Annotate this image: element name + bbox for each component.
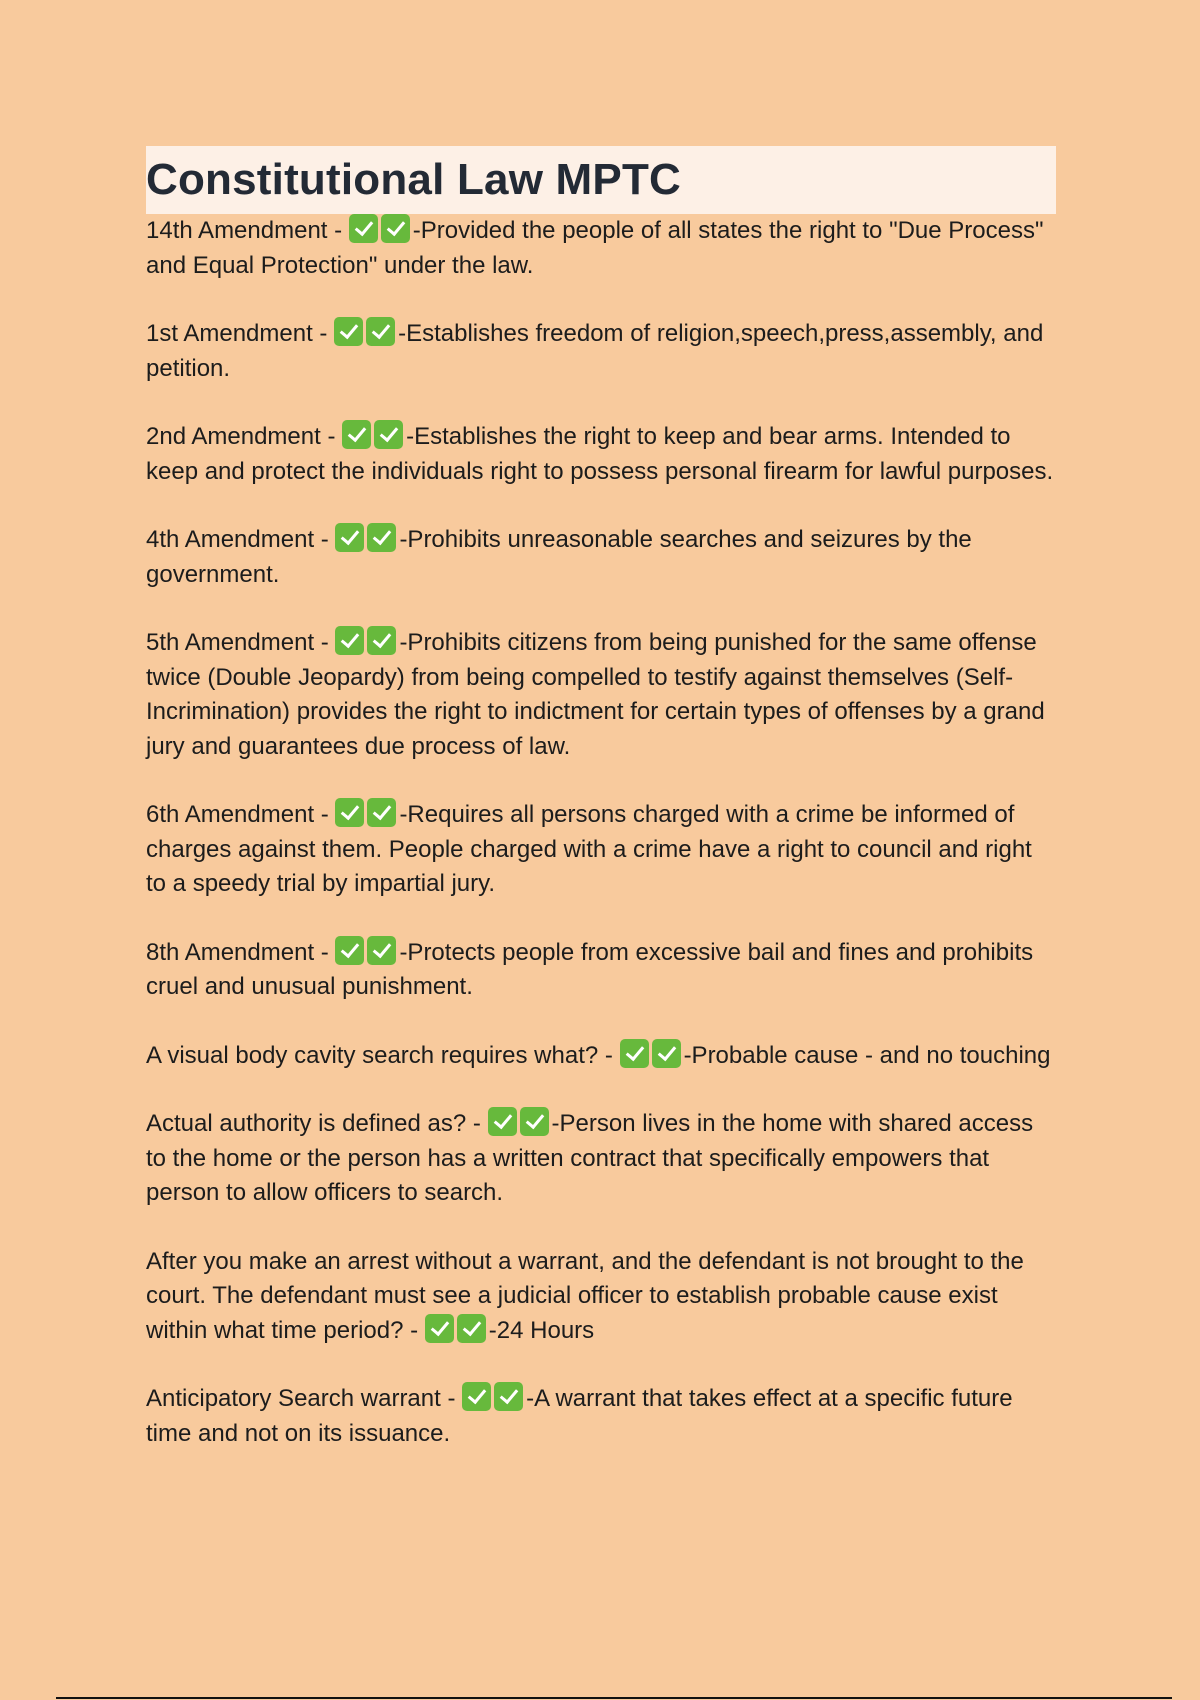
check-mark-icon (367, 626, 396, 655)
document-page (146, 146, 1056, 1485)
list-item (146, 317, 1056, 386)
entry-definition: -A warrant that takes effect at a specific future time and not on its issuance. (146, 1385, 1013, 1447)
entry-term: 4th Amendment - (146, 526, 336, 553)
check-mark-icon (367, 936, 396, 965)
list-item (146, 798, 1056, 902)
check-mark-icon (374, 420, 403, 449)
entry-term: 1st Amendment - (146, 320, 335, 347)
entry-term: A visual body cavity search requires what? - (146, 1041, 620, 1069)
check-mark-icon (652, 1039, 681, 1068)
entry-definition: -Requires all persons charged with a crime be informed of charges against them. People charged with a crime have a right to council and right to a speedy trial by impartial jury. (146, 801, 1032, 897)
title-bar (146, 146, 1056, 214)
list-item (146, 626, 1056, 764)
check-mark-icon (335, 936, 364, 965)
list-item (146, 1107, 1056, 1211)
check-mark-icon (488, 1107, 517, 1136)
list-item (146, 214, 1056, 283)
entries-list (146, 214, 1056, 1451)
entry-term: 14th Amendment - (146, 217, 349, 244)
check-mark-icon (367, 798, 396, 827)
entry-term: 6th Amendment - (146, 801, 336, 828)
entry-definition: -Person lives in the home with shared access to the home or the person has a written contract that specifically empowers that person to allow officers to search. (146, 1110, 1034, 1206)
entry-term: Anticipatory Search warrant - (146, 1385, 463, 1412)
check-mark-icon (520, 1107, 549, 1136)
entry-term: Actual authority is defined as? - (146, 1110, 488, 1137)
check-mark-icon (334, 317, 363, 346)
entry-term: 5th Amendment - (146, 629, 336, 656)
list-item (146, 1382, 1056, 1451)
check-mark-icon (462, 1382, 491, 1411)
check-mark-icon (335, 626, 364, 655)
footer-divider (56, 1697, 1172, 1699)
entry-definition: -Probable cause - and no touching (683, 1041, 1051, 1069)
list-item (146, 1245, 1056, 1349)
entry-definition: -Protects people from excessive bail and fines and prohibits cruel and unusual punishment. (146, 938, 1034, 1000)
entry-definition: -Establishes the right to keep and bear arms. Intended to keep and protect the individuals right to possess personal firearm for lawful purposes. (146, 423, 1054, 485)
entry-term: 2nd Amendment - (146, 423, 343, 450)
entry-term: After you make an arrest without a warrant, and the defendant is not brought to the court. The defendant must see a judicial officer to establish probable cause exist within what time period? - (146, 1247, 1024, 1344)
check-mark-icon (342, 420, 371, 449)
check-mark-icon (367, 523, 396, 552)
check-mark-icon (494, 1382, 523, 1411)
entry-definition: -Prohibits unreasonable searches and seizures by the government. (146, 526, 972, 588)
entry-definition: -24 Hours (488, 1316, 595, 1344)
entry-definition: -Prohibits citizens from being punished for the same offense twice (Double Jeopardy) from being compelled to testify against themselves (Self-Incrimination) provides the right to indictment for certain types of offenses by a grand jury and guarantees due process of law. (146, 629, 1045, 760)
check-mark-icon (381, 214, 410, 243)
check-mark-icon (366, 317, 395, 346)
check-mark-icon (349, 214, 378, 243)
check-mark-icon (457, 1314, 486, 1343)
entry-term: 8th Amendment - (146, 938, 336, 966)
entry-definition: -Establishes freedom of religion,speech,press,assembly, and petition. (146, 320, 1044, 382)
check-mark-icon (335, 798, 364, 827)
page-title: Constitutional Law MPTC (146, 155, 682, 204)
check-mark-icon (620, 1039, 649, 1068)
list-item (146, 936, 1056, 1005)
check-mark-icon (425, 1314, 454, 1343)
check-mark-icon (335, 523, 364, 552)
list-item (146, 523, 1056, 592)
list-item (146, 420, 1056, 489)
list-item (146, 1039, 1056, 1074)
entry-definition: -Provided the people of all states the right to "Due Process" and Equal Protection" under the law. (146, 217, 1044, 279)
